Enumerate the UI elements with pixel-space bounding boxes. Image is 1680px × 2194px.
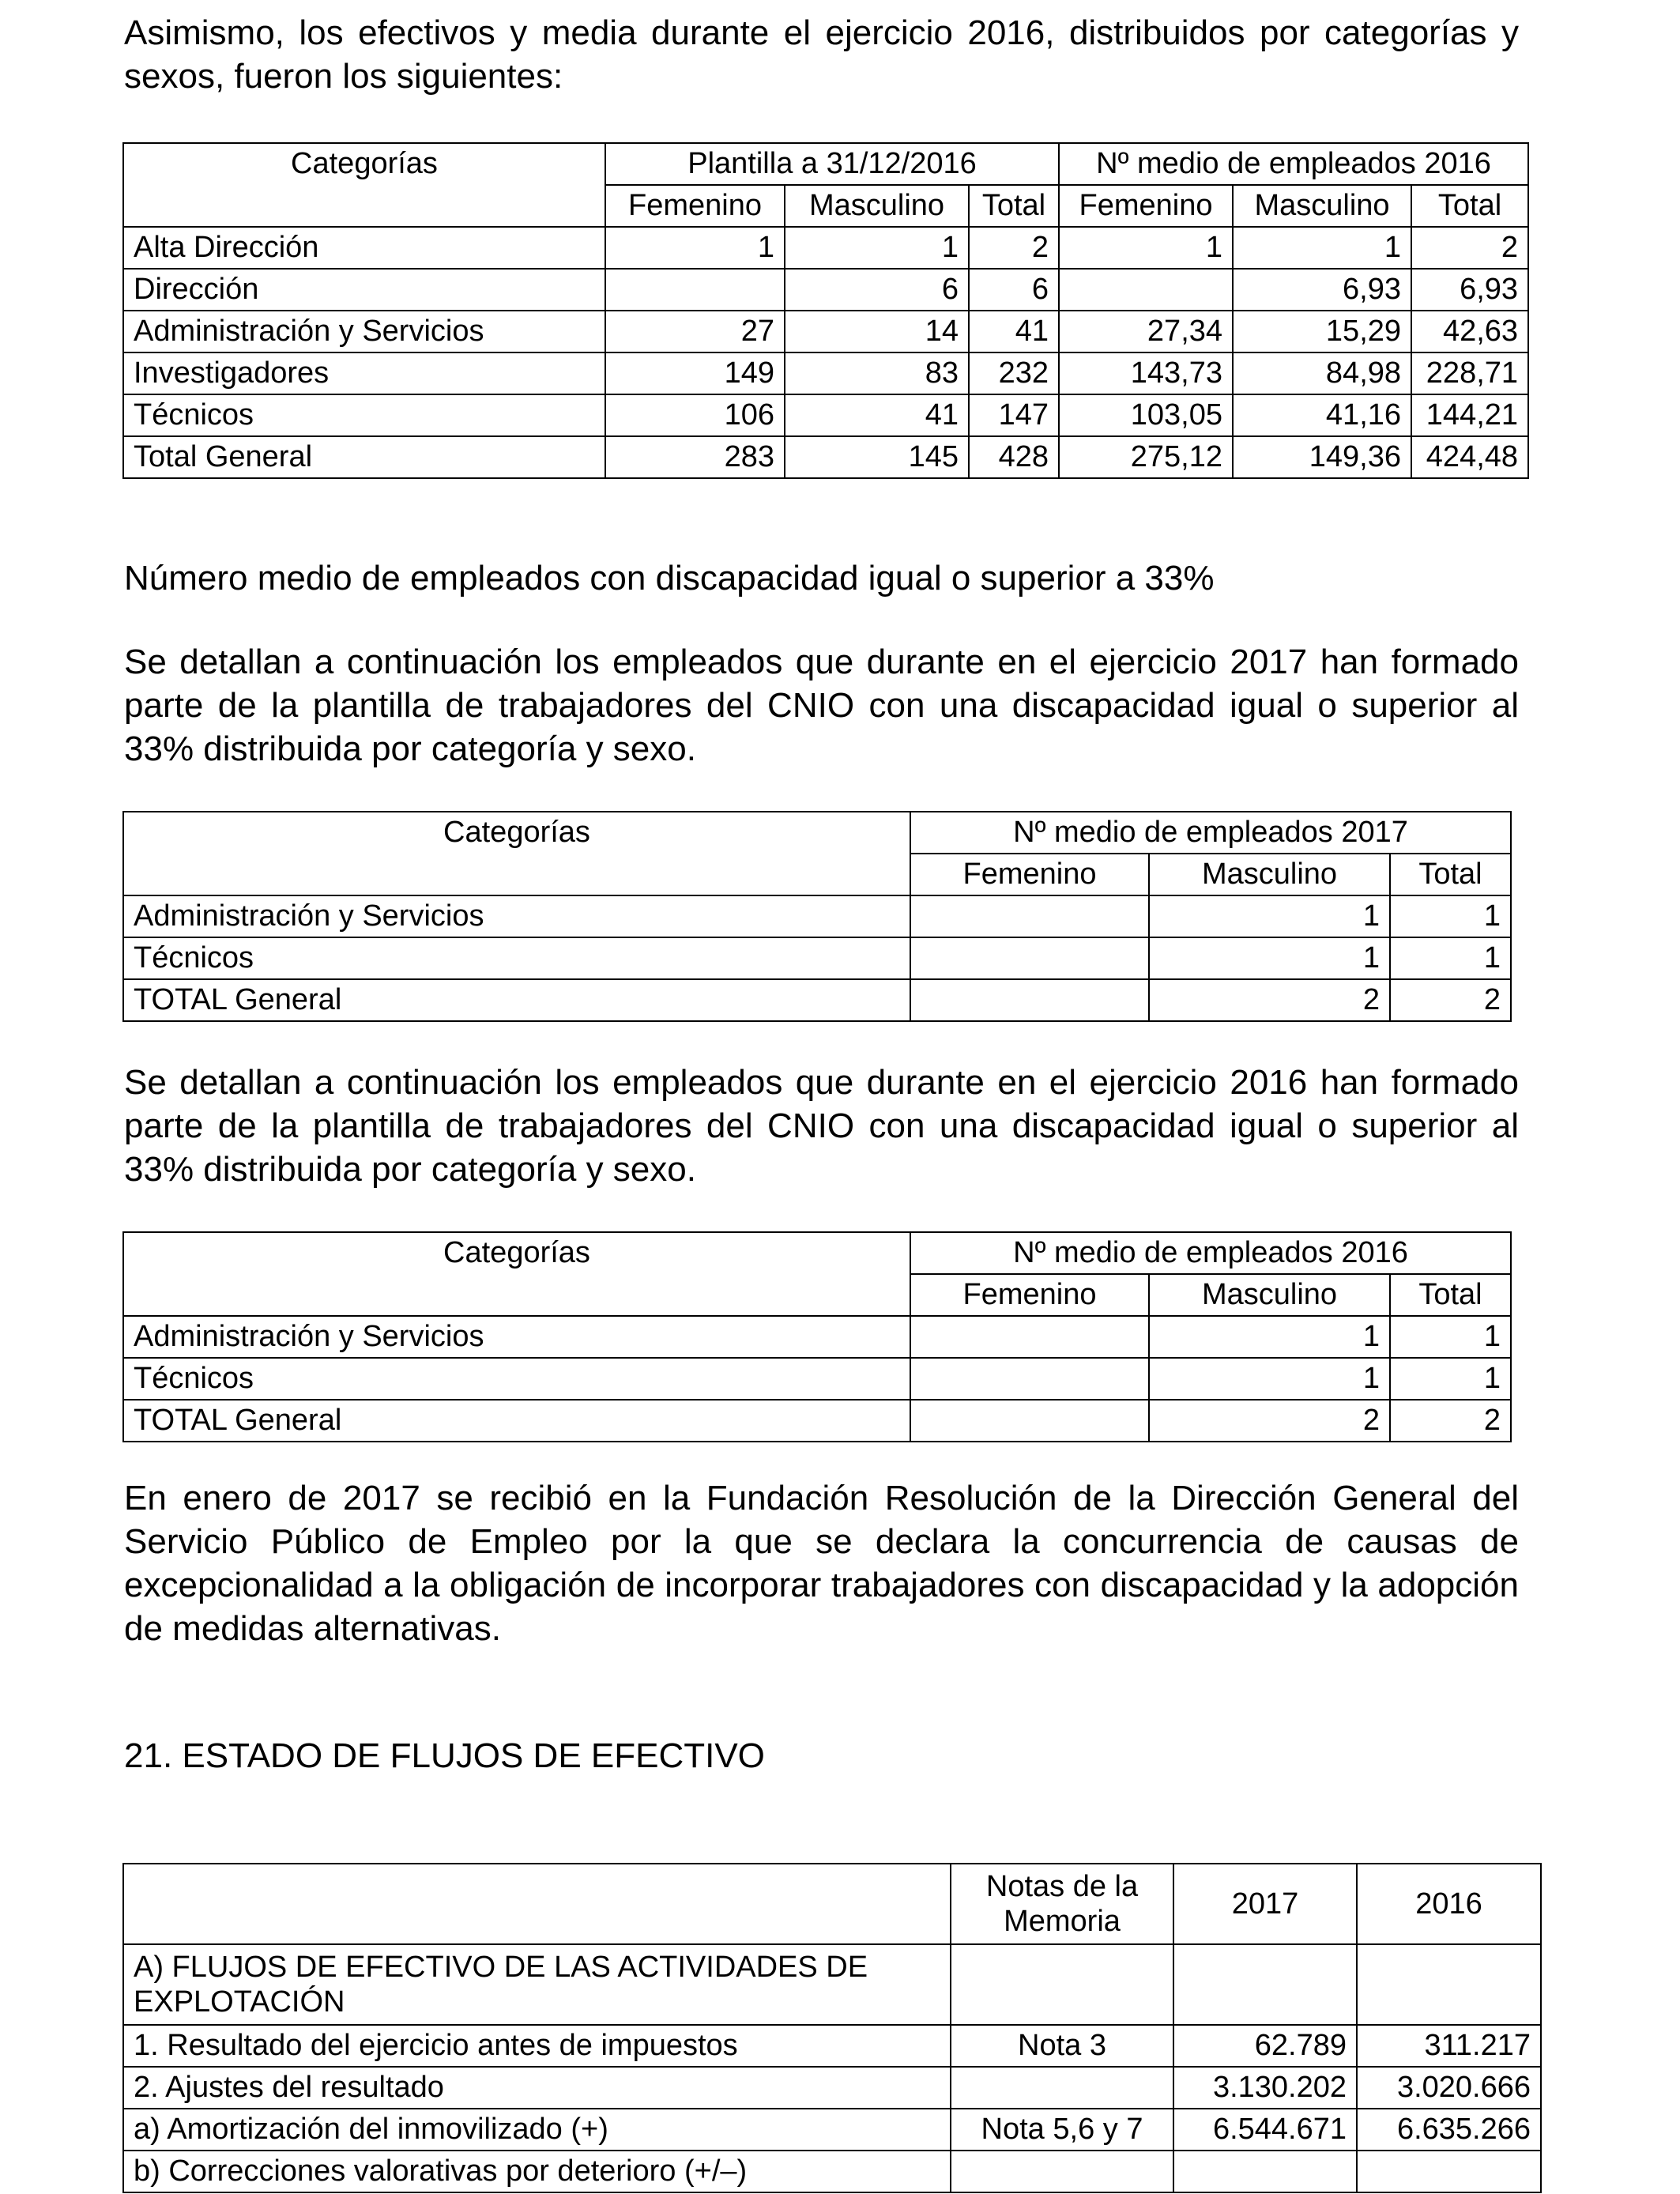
row-label: Administración y Servicios: [123, 1316, 910, 1358]
disability-2016-table: [122, 1231, 1512, 1442]
cell: 1: [1390, 1358, 1511, 1400]
cell-note: Nota 5,6 y 7: [951, 2109, 1173, 2151]
table-header-notes: Notas de la Memoria: [951, 1864, 1173, 1944]
cell-note: [951, 2067, 1173, 2109]
table-row: [123, 2151, 1541, 2192]
table-row: [123, 2025, 1541, 2067]
table-row: [123, 1358, 1511, 1400]
cell: 6: [969, 269, 1059, 311]
disability-2017-table: [122, 811, 1512, 1022]
cell: 1: [605, 227, 785, 269]
row-label: TOTAL General: [123, 979, 910, 1021]
cell: 144,21: [1411, 394, 1528, 436]
cell: 41: [969, 311, 1059, 352]
cell: 41,16: [1233, 394, 1411, 436]
cell: 1: [785, 227, 969, 269]
cell-2017: 3.130.202: [1173, 2067, 1357, 2109]
table-subheader: Femenino: [910, 1274, 1149, 1316]
cell: 2: [1149, 979, 1390, 1021]
row-label: Administración y Servicios: [123, 311, 605, 352]
row-label: b) Correcciones valorativas por deterioro (+/–): [123, 2151, 951, 2192]
intro-paragraph: Asimismo, los efectivos y media durante el ejercicio 2016, distribuidos por categorías y sexos, fueron los siguientes:: [124, 13, 1519, 96]
cell: [910, 1400, 1149, 1442]
cell: [605, 269, 785, 311]
table-row: [123, 394, 1528, 436]
table-header-concept: [123, 1864, 951, 1944]
cell: 1: [1149, 937, 1390, 979]
cell: 1: [1149, 1316, 1390, 1358]
table-header-medio: Nº medio de empleados 2016: [910, 1232, 1511, 1274]
row-label: Total General: [123, 436, 605, 478]
row-label: Administración y Servicios: [123, 895, 910, 937]
table-row: [123, 1944, 1541, 2025]
paragraph-2017: Se detallan a continuación los empleados que durante en el ejercicio 2017 han formado parte de la plantilla de trabajadores del CNIO con una discapacidad igual o superior al 33% distribuida por categoría y sexo.: [124, 643, 1519, 768]
table-row: [123, 937, 1511, 979]
row-label: A) FLUJOS DE EFECTIVO DE LAS ACTIVIDADES DE EXPLOTACIÓN: [123, 1944, 951, 2025]
table-row: [123, 436, 1528, 478]
table-row: [123, 227, 1528, 269]
staff-2016-table: [122, 142, 1529, 479]
table-header-medio: Nº medio de empleados 2017: [910, 812, 1511, 854]
table-header-2016: 2016: [1357, 1864, 1541, 1944]
cell: 103,05: [1059, 394, 1233, 436]
cash-flow-table: [122, 1863, 1542, 2193]
cell-2017: 62.789: [1173, 2025, 1357, 2067]
row-label: Técnicos: [123, 394, 605, 436]
cell: 14: [785, 311, 969, 352]
table-subheader: Femenino: [910, 854, 1149, 895]
cell: 1: [1149, 1358, 1390, 1400]
cell: 106: [605, 394, 785, 436]
cell: 145: [785, 436, 969, 478]
row-label: Alta Dirección: [123, 227, 605, 269]
table-row: [123, 2067, 1541, 2109]
cell: 2: [969, 227, 1059, 269]
row-label: 1. Resultado del ejercicio antes de impuestos: [123, 2025, 951, 2067]
cell: 42,63: [1411, 311, 1528, 352]
cell: [910, 1316, 1149, 1358]
cell-2017: [1173, 2151, 1357, 2192]
cell-2016: 3.020.666: [1357, 2067, 1541, 2109]
cell-note: [951, 2151, 1173, 2192]
cell: 2: [1390, 1400, 1511, 1442]
cell: 83: [785, 352, 969, 394]
cell: 149,36: [1233, 436, 1411, 478]
cell: 6,93: [1233, 269, 1411, 311]
cell: 1: [1390, 895, 1511, 937]
row-label: Técnicos: [123, 937, 910, 979]
table-subheader: Masculino: [1149, 1274, 1390, 1316]
table-row: [123, 895, 1511, 937]
table-subheader: Femenino: [605, 185, 785, 227]
table-subheader: Total: [1390, 1274, 1511, 1316]
table-header-category: Categorías: [123, 143, 605, 227]
table-subheader: Masculino: [1149, 854, 1390, 895]
row-label: Investigadores: [123, 352, 605, 394]
cell: 1: [1233, 227, 1411, 269]
cell: 1: [1390, 1316, 1511, 1358]
table-subheader: Masculino: [785, 185, 969, 227]
cell: 143,73: [1059, 352, 1233, 394]
row-label: 2. Ajustes del resultado: [123, 2067, 951, 2109]
paragraph-2016: Se detallan a continuación los empleados que durante en el ejercicio 2016 han formado parte de la plantilla de trabajadores del CNIO con una discapacidad igual o superior al 33% distribuida por categoría y sexo.: [124, 1063, 1519, 1189]
table-subheader: Total: [1411, 185, 1528, 227]
cell: 1: [1149, 895, 1390, 937]
table-header-medio: Nº medio de empleados 2016: [1059, 143, 1528, 185]
cell: 2: [1411, 227, 1528, 269]
row-label: a) Amortización del inmovilizado (+): [123, 2109, 951, 2151]
cell: 6,93: [1411, 269, 1528, 311]
cell-2016: 6.635.266: [1357, 2109, 1541, 2151]
row-label: Dirección: [123, 269, 605, 311]
table-subheader: Total: [969, 185, 1059, 227]
cell: 149: [605, 352, 785, 394]
table-row: [123, 1316, 1511, 1358]
cell: 283: [605, 436, 785, 478]
cell-2017: 6.544.671: [1173, 2109, 1357, 2151]
cell: 2: [1390, 979, 1511, 1021]
cell-note: Nota 3: [951, 2025, 1173, 2067]
cell: 1: [1390, 937, 1511, 979]
cell: [910, 979, 1149, 1021]
cell-note: [951, 1944, 1173, 2025]
cell: [1059, 269, 1233, 311]
cell: 27: [605, 311, 785, 352]
table-header-plantilla: Plantilla a 31/12/2016: [605, 143, 1059, 185]
table-row: [123, 2109, 1541, 2151]
cell: 1: [1059, 227, 1233, 269]
cell-2017: [1173, 1944, 1357, 2025]
table-subheader: Masculino: [1233, 185, 1411, 227]
cell: 424,48: [1411, 436, 1528, 478]
table-row: [123, 352, 1528, 394]
table-row: [123, 979, 1511, 1021]
section-heading: 21. ESTADO DE FLUJOS DE EFECTIVO: [124, 1736, 765, 1775]
table-header-category: Categorías: [123, 812, 910, 895]
table-header-category: Categorías: [123, 1232, 910, 1316]
cell: 228,71: [1411, 352, 1528, 394]
cell: 41: [785, 394, 969, 436]
cell: 275,12: [1059, 436, 1233, 478]
cell: 84,98: [1233, 352, 1411, 394]
paragraph-resolution: En enero de 2017 se recibió en la Fundación Resolución de la Dirección General del Servicio Público de Empleo por la que se declara la concurrencia de causas de excepcionalidad a la obligación de incorporar trabajadores con discapacidad y la adopción de medidas alternativas.: [124, 1479, 1519, 1648]
cell: 147: [969, 394, 1059, 436]
cell: [910, 937, 1149, 979]
table-header-2017: 2017: [1173, 1864, 1357, 1944]
cell-2016: [1357, 2151, 1541, 2192]
row-label: Técnicos: [123, 1358, 910, 1400]
table-row: [123, 269, 1528, 311]
table-row: [123, 1400, 1511, 1442]
cell-2016: [1357, 1944, 1541, 2025]
cell: 15,29: [1233, 311, 1411, 352]
cell: 232: [969, 352, 1059, 394]
disability-heading: Número medio de empleados con discapacidad igual o superior a 33%: [124, 559, 1215, 598]
cell: 6: [785, 269, 969, 311]
cell: [910, 895, 1149, 937]
cell-2016: 311.217: [1357, 2025, 1541, 2067]
cell: 27,34: [1059, 311, 1233, 352]
cell: [910, 1358, 1149, 1400]
table-subheader: Total: [1390, 854, 1511, 895]
cell: 428: [969, 436, 1059, 478]
table-row: [123, 311, 1528, 352]
table-subheader: Femenino: [1059, 185, 1233, 227]
cell: 2: [1149, 1400, 1390, 1442]
row-label: TOTAL General: [123, 1400, 910, 1442]
